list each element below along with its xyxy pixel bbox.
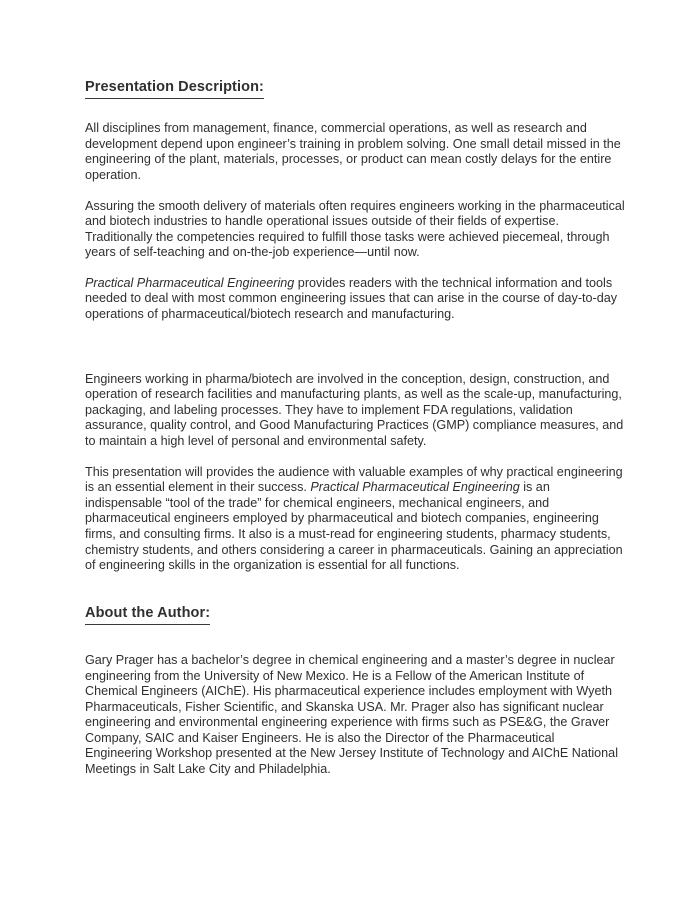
paragraph-author-bio <box>85 653 625 778</box>
paragraph-4 <box>85 372 625 450</box>
spacer <box>85 184 625 199</box>
section-heading-presentation-description <box>85 78 625 99</box>
text-run: This presentation will provides the audience with valuable examples of why practical engineering is an essential element in their success. <box>85 464 623 495</box>
paragraph-1 <box>85 121 625 183</box>
section-title: About the Author: <box>85 604 210 625</box>
spacer <box>85 625 625 653</box>
spacer <box>85 99 625 121</box>
spacer <box>85 574 625 604</box>
spacer <box>85 261 625 276</box>
book-title-italic: Practical Pharmaceutical Engineering <box>310 480 520 495</box>
paragraph-5 <box>85 465 625 574</box>
page-title: Presentation Description: <box>85 78 264 99</box>
book-title-italic: Practical Pharmaceutical Engineering <box>85 275 295 290</box>
text-run: is an indispensable “tool of the trade” for chemical engineers, mechanical engineers, and pharmaceutical engineers employed by pharmaceutical and biotech companies, engineering firms, and consulting firms. It also is a must-read for engineering students, pharmacy students, chemistry students, and others considering a career in pharmaceuticals. Gaining an appreciation of engineering skills in the organization is essential for all functions. <box>85 480 623 573</box>
spacer <box>85 450 625 465</box>
paragraph-2 <box>85 199 625 261</box>
section-heading-about-the-author <box>85 604 625 625</box>
paragraph-3 <box>85 276 625 323</box>
text-run: Gary Prager has a bachelor’s degree in chemical engineering and a master’s degree in nuclear engineering from the University of New Mexico. He is a Fellow of the American Institute of Chemical Engineers (AIChE). His pharmaceutical experience includes employment with Wyeth Pharmaceuticals, Fisher Scientific, and Skanska USA. Mr. Prager also has significant nuclear engineering and environmental engineering experience with firms such as PSE&G, the Graver Company, SAIC and Kaiser Engineers. He is also the Director of the Pharmaceutical Engineering Workshop presented at the New Jersey Institute of Technology and AIChE National Meetings in Salt Lake City and Philadelphia. <box>85 652 618 777</box>
text-run: All disciplines from management, finance, commercial operations, as well as research and development depend upon engineer’s training in problem solving. One small detail missed in the engineering of the plant, materials, processes, or product can mean costly delays for the entire operation. <box>85 121 621 182</box>
spacer-large <box>85 323 625 372</box>
text-run: Assuring the smooth delivery of materials often requires engineers working in the pharmaceutical and biotech industries to handle operational issues outside of their fields of expertise. Traditionally the competencies required to fulfill those tasks were achieved piecemeal, through years of self-teaching and on-the-job experience—until now. <box>85 198 625 260</box>
text-run: provides readers with the technical information and tools needed to deal with most common engineering issues that can arise in the course of day-to-day operations of pharmaceutical/biotech research and manufacturing. <box>85 275 618 322</box>
text-run: Engineers working in pharma/biotech are involved in the conception, design, construction, and operation of research facilities and manufacturing plants, as well as the scale-up, manufacturing, packaging, and labeling processes. They have to implement FDA regulations, validation assurance, quality control, and Good Manufacturing Practices (GMP) compliance measures, and to maintain a high level of personal and environmental safety. <box>85 371 624 449</box>
